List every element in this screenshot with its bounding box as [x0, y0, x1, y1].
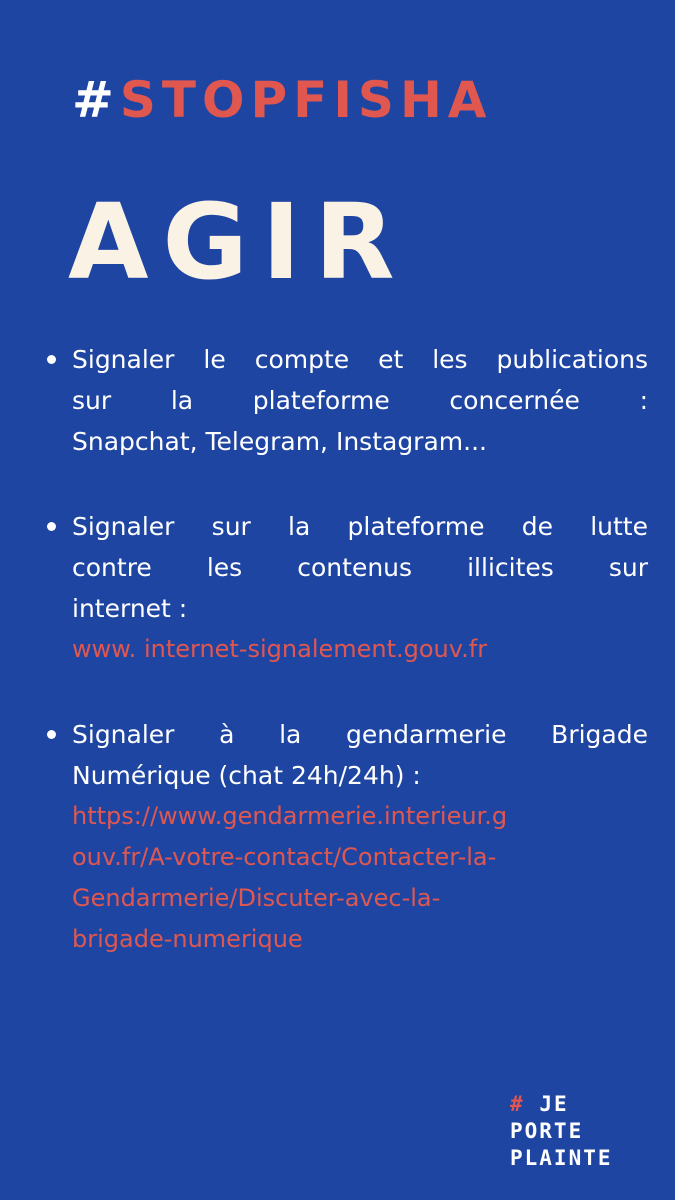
page-title: AGIR — [68, 181, 409, 303]
je-porte-plainte-logo — [510, 1091, 613, 1172]
list-item — [72, 714, 648, 960]
item-text-line: Signaler sur la plateforme de lutte — [72, 512, 648, 541]
item-text-line: Numérique (chat 24h/24h) : — [72, 761, 421, 790]
hashtag-symbol: # — [72, 71, 120, 129]
list-item — [72, 339, 648, 462]
gendarmerie-link[interactable]: Gendarmerie/Discuter-avec-la- — [72, 884, 441, 912]
logo-line-2: PORTE — [510, 1119, 584, 1143]
gendarmerie-link[interactable]: brigade-numerique — [72, 925, 303, 953]
logo-line-3: PLAINTE — [510, 1146, 613, 1170]
gendarmerie-link[interactable]: https://www.gendarmerie.interieur.g — [72, 802, 508, 830]
item-text-line: sur la plateforme concernée : — [72, 386, 648, 415]
hashtag-title — [72, 70, 493, 130]
item-text-line: Signaler le compte et les publications — [72, 345, 648, 374]
item-text-line: Signaler à la gendarmerie Brigade — [72, 720, 648, 749]
logo-hash: # — [510, 1092, 525, 1116]
bullet-icon — [47, 730, 56, 739]
bullet-icon — [47, 522, 56, 531]
item-text-line: contre les contenus illicites sur — [72, 553, 648, 582]
item-text-line: internet : — [72, 594, 188, 623]
gendarmerie-link[interactable]: ouv.fr/A-votre-contact/Contacter-la- — [72, 843, 497, 871]
item-text-line: Snapchat, Telegram, Instagram... — [72, 427, 487, 456]
bullet-icon — [47, 355, 56, 364]
hashtag-text: STOPFISHA — [119, 71, 493, 129]
signalement-link[interactable]: www. internet-signalement.gouv.fr — [72, 635, 488, 663]
list-item — [72, 506, 648, 670]
logo-line-1: JE — [539, 1092, 569, 1116]
